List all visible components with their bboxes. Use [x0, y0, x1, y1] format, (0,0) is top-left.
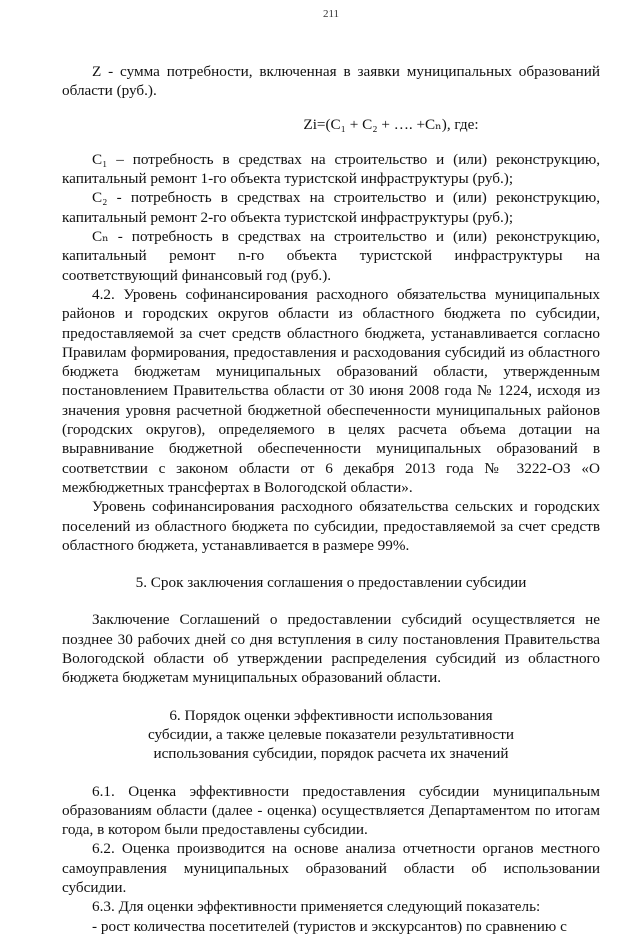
formula: Zi=(C₁ + C₂ + …. +Cₙ), где: — [303, 115, 479, 133]
paragraph-5: Заключение Соглашений о предоставлении субсидий осуществляется не позднее 30 рабочих дней со дня вступления в силу постановления Правительства Вологодской области об утверждении распределения субсидий из областного бюджета бюджетам муниципальных образований области. — [62, 611, 600, 687]
paragraph-rural-settlements: Уровень софинансирования расходного обязательства сельских и городских поселений из областного бюджета по субсидии, предоставляемой за счет средств областного бюджета, устанавливается в размере 99%. — [62, 498, 600, 554]
section-6-heading-line-2: субсидии, а также целевые показатели результативности — [147, 725, 515, 743]
section-6-heading — [62, 706, 600, 764]
paragraph-6-2: 6.2. Оценка производится на основе анализа отчетности органов местного самоуправления муниципальных образований области об использовании субсидии. — [62, 840, 600, 896]
z-definition: Z - сумма потребности, включенная в заявки муниципальных образований области (руб.). — [62, 63, 600, 100]
document-body — [62, 62, 600, 936]
c1-definition: C₁ – потребность в средствах на строительство и (или) реконструкцию, капитальный ремонт 1-го объекта туристской инфраструктуры (руб.); — [62, 150, 600, 188]
page-number: 211 — [322, 8, 340, 20]
paragraph-6-3-item: - рост количества посетителей (туристов и экскурсантов) по сравнению с — [92, 917, 567, 935]
paragraph-6-1: 6.1. Оценка эффективности предоставления субсидии муниципальным образованиям области (далее - оценка) осуществляется Департаментом по итогам года, в котором были предоставлены субсидии. — [62, 782, 600, 839]
section-5-heading: 5. Срок заключения соглашения о предоставлении субсидии — [135, 574, 527, 592]
section-6-heading-line-1: 6. Порядок оценки эффективности использования — [169, 706, 493, 724]
section-6-heading-line-3: использования субсидии, порядок расчета их значений — [153, 745, 509, 763]
paragraph-6-3: 6.3. Для оценки эффективности применяется следующий показатель: — [92, 898, 541, 916]
paragraph-4-2: 4.2. Уровень софинансирования расходного обязательства муниципальных районов и городских округов области из областного бюджета по субсидии, предоставляемой за счет средств областного бюджета, устанавливается согласно Правилам формирования, предоставления и расходования субсидий из областного бюджета бюджетам муниципальных образований области, утвержденным постановлением Правительства области от 30 июня 2008 года № 1224, исходя из значения уровня расчетной бюджетной обеспеченности муниципальных районов (городских округов), определяемого в целях расчета объема дотации на выравнивание бюджетной обеспеченности муниципальных образований в соответствии с законом области от 6 декабря 2013 года № 3222-ОЗ «О межбюджетных трансфертах в Вологодской области». — [62, 285, 600, 496]
document-page — [62, 0, 600, 935]
c2-definition: C₂ - потребность в средствах на строительство и (или) реконструкцию, капитальный ремонт 2-го объекта туристской инфраструктуры (руб.); — [62, 189, 600, 226]
cn-definition: Cₙ - потребность в средствах на строительство и (или) реконструкцию, капитальный ремонт n-го объекта туристской инфраструктуры на соответствующий финансовый год (руб.). — [62, 228, 600, 284]
